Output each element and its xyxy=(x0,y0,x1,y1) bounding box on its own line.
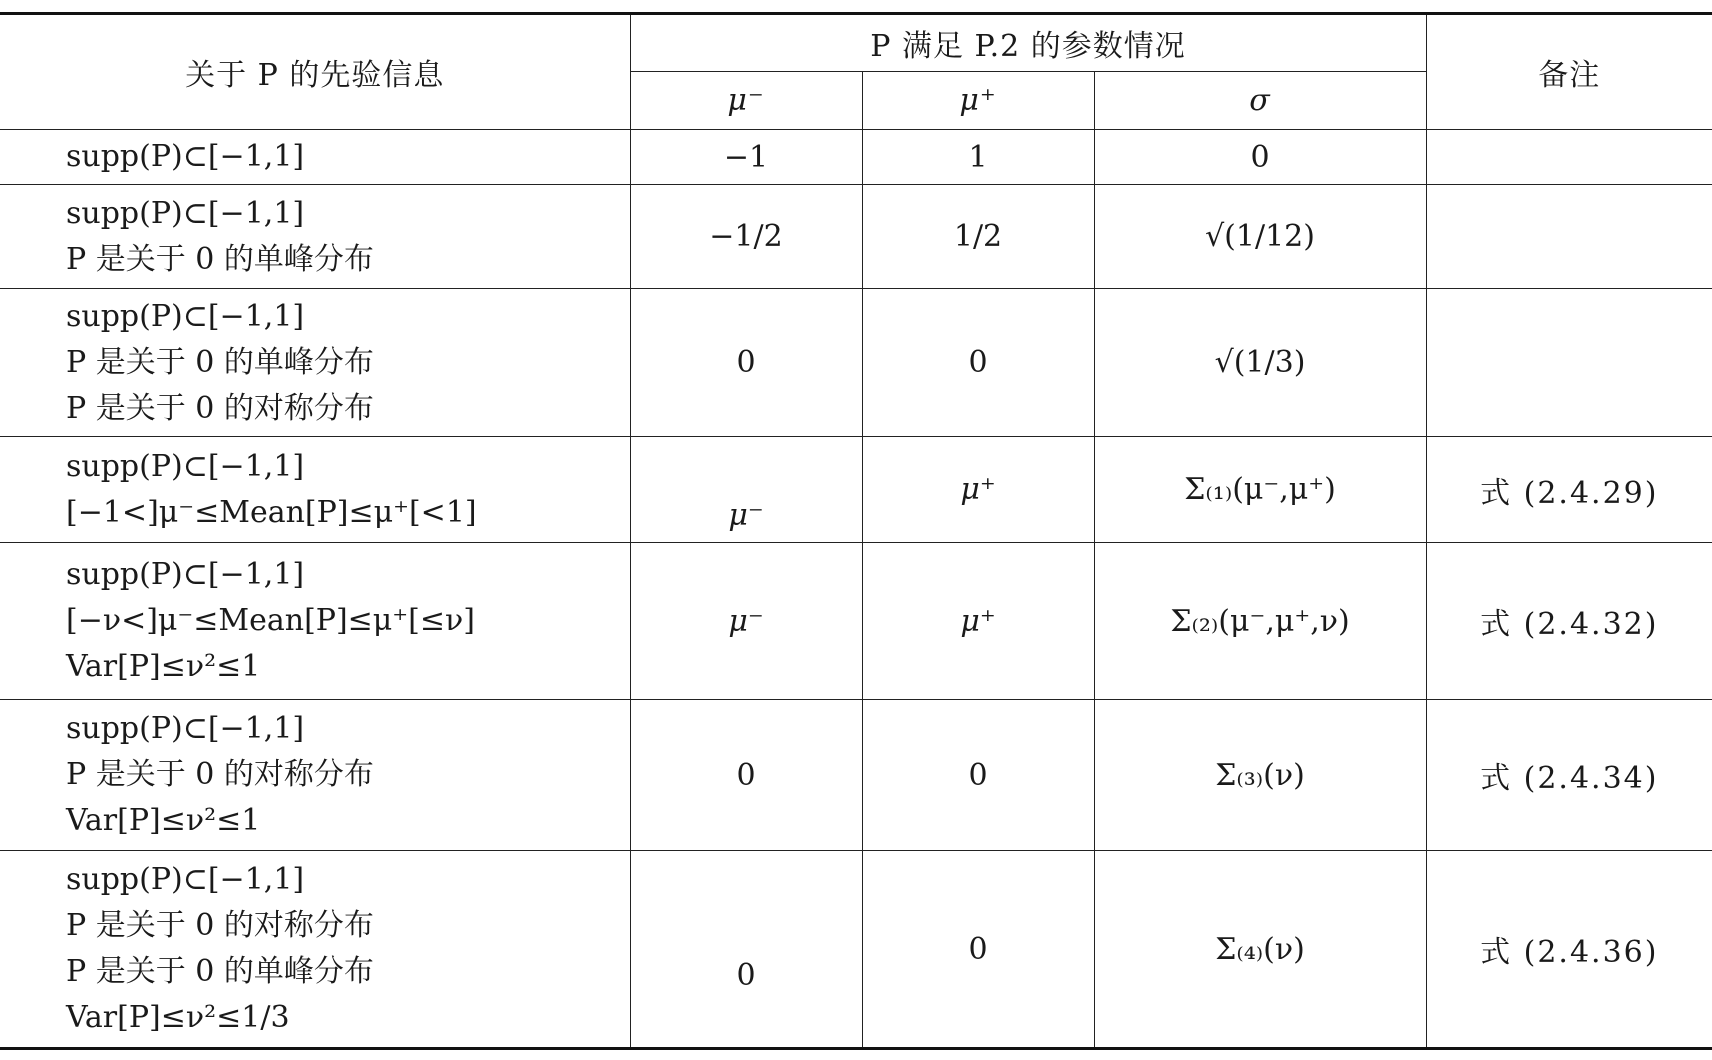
prior-line: supp(P)⊂[−1,1] xyxy=(66,711,305,746)
prior-line: supp(P)⊂[−1,1] xyxy=(66,195,305,231)
prior-line: [−ν<]μ⁻≤Mean[P]≤μ⁺[≤ν] xyxy=(66,603,475,638)
sigma-cell: Σ₍₃₎(ν) xyxy=(1094,700,1426,851)
sigma-cell: Σ₍₁₎(μ⁻,μ⁺) xyxy=(1094,437,1426,543)
prior-cell xyxy=(0,700,630,851)
mu-minus-value: μ⁻ xyxy=(728,498,764,533)
table-row xyxy=(0,437,1712,543)
prior-line: supp(P)⊂[−1,1] xyxy=(66,557,305,592)
mu-plus-cell: 0 xyxy=(862,700,1094,851)
remark-cell: 式 (2.4.36) xyxy=(1426,851,1712,1049)
remark-cell xyxy=(1426,289,1712,437)
prior-line: supp(P)⊂[−1,1] xyxy=(66,139,305,174)
header-params-group: P 满足 P.2 的参数情况 xyxy=(630,14,1426,72)
prior-line: supp(P)⊂[−1,1] xyxy=(66,448,305,484)
mu-minus-cell: μ⁻ xyxy=(630,543,862,700)
prior-line: supp(P)⊂[−1,1] xyxy=(66,298,305,334)
mu-plus-cell: μ⁺ xyxy=(862,437,1094,543)
mu-minus-cell: −1/2 xyxy=(630,185,862,289)
mu-minus-cell: 0 xyxy=(630,289,862,437)
prior-cell xyxy=(0,543,630,700)
prior-line: P 是关于 0 的单峰分布 xyxy=(66,344,374,380)
header-remark: 备注 xyxy=(1426,14,1712,130)
mu-plus-cell: 0 xyxy=(862,851,1094,1049)
table-row xyxy=(0,700,1712,851)
prior-line: [−1<]μ⁻≤Mean[P]≤μ⁺[<1] xyxy=(66,494,477,530)
mu-minus-cell xyxy=(630,851,862,1049)
prior-cell xyxy=(0,437,630,543)
mu-plus-cell: 0 xyxy=(862,289,1094,437)
remark-cell: 式 (2.4.29) xyxy=(1426,437,1712,543)
sigma-cell: Σ₍₂₎(μ⁻,μ⁺,ν) xyxy=(1094,543,1426,700)
prior-cell xyxy=(0,185,630,289)
prior-line: Var[P]≤ν²≤1 xyxy=(66,803,261,838)
remark-cell xyxy=(1426,130,1712,185)
table-row xyxy=(0,289,1712,437)
remark-cell: 式 (2.4.32) xyxy=(1426,543,1712,700)
mu-minus-cell: 0 xyxy=(630,700,862,851)
prior-line: P 是关于 0 的对称分布 xyxy=(66,390,374,426)
prior-parameter-table xyxy=(0,12,1712,1050)
table-row xyxy=(0,543,1712,700)
prior-line: P 是关于 0 的对称分布 xyxy=(66,908,374,943)
mu-plus-cell: μ⁺ xyxy=(862,543,1094,700)
prior-cell xyxy=(0,289,630,437)
mu-plus-cell: 1/2 xyxy=(862,185,1094,289)
mu-minus-cell: −1 xyxy=(630,130,862,185)
prior-cell xyxy=(0,851,630,1049)
mu-plus-cell: 1 xyxy=(862,130,1094,185)
prior-line: supp(P)⊂[−1,1] xyxy=(66,862,305,897)
prior-line: Var[P]≤ν²≤1/3 xyxy=(66,1000,290,1035)
mu-minus-value: 0 xyxy=(736,957,756,993)
table-row xyxy=(0,185,1712,289)
prior-line: P 是关于 0 的单峰分布 xyxy=(66,954,374,989)
header-mu-minus: μ⁻ xyxy=(630,72,862,130)
prior-line: P 是关于 0 的单峰分布 xyxy=(66,241,374,277)
header-sigma: σ xyxy=(1094,72,1426,130)
prior-line: P 是关于 0 的对称分布 xyxy=(66,757,374,792)
table-row xyxy=(0,851,1712,1049)
header-prior-info: 关于 P 的先验信息 xyxy=(0,14,630,130)
mu-minus-cell xyxy=(630,437,862,543)
remark-cell xyxy=(1426,185,1712,289)
prior-line: Var[P]≤ν²≤1 xyxy=(66,649,261,684)
sigma-cell: √(1/12) xyxy=(1094,185,1426,289)
prior-cell xyxy=(0,130,630,185)
table-row xyxy=(0,130,1712,185)
sigma-cell: Σ₍₄₎(ν) xyxy=(1094,851,1426,1049)
header-mu-plus: μ⁺ xyxy=(862,72,1094,130)
sigma-cell: 0 xyxy=(1094,130,1426,185)
remark-cell: 式 (2.4.34) xyxy=(1426,700,1712,851)
sigma-cell: √(1/3) xyxy=(1094,289,1426,437)
